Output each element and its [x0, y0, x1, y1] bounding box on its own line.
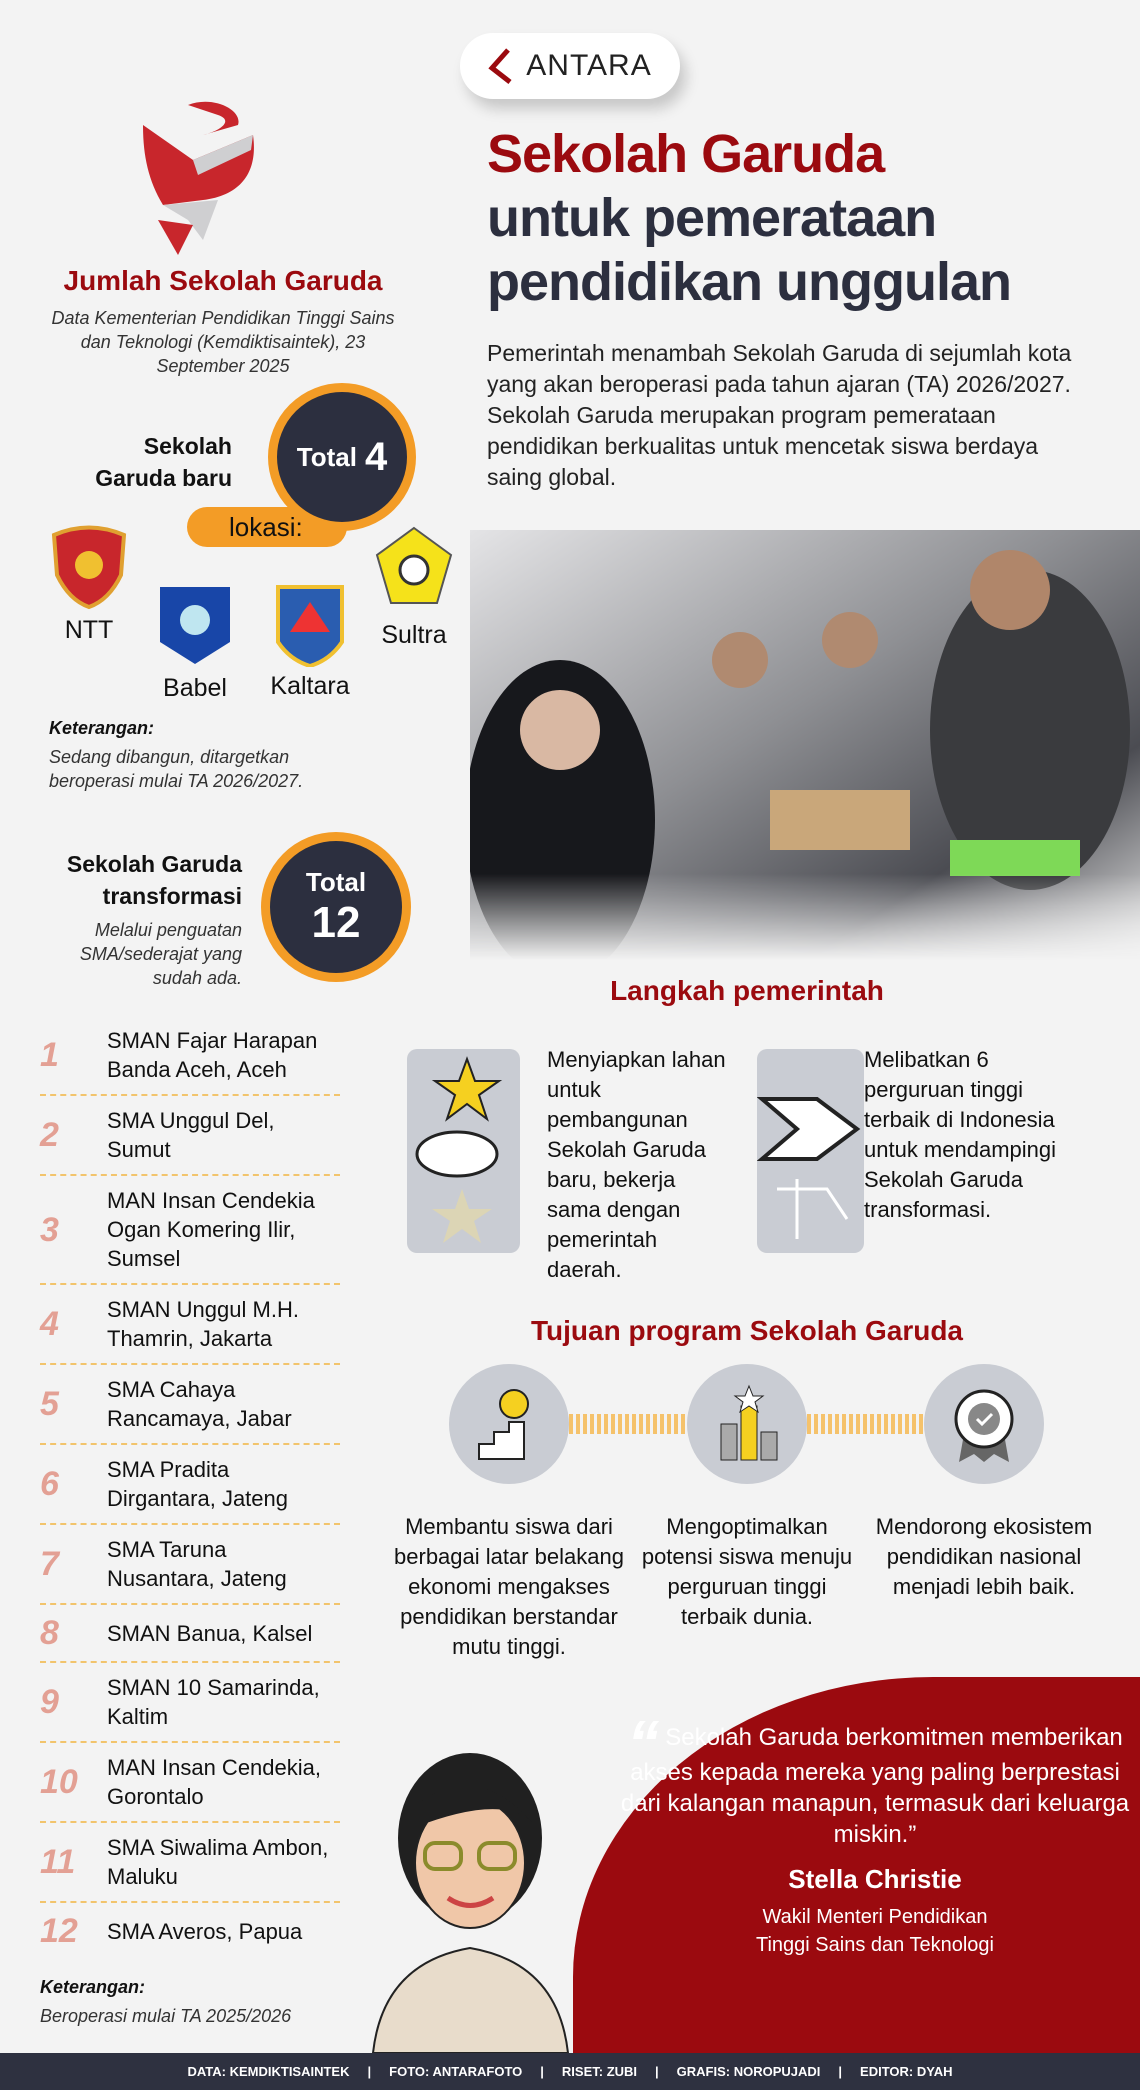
school-name: SMA Pradita Dirgantara, Jateng — [107, 1457, 288, 1511]
school-item — [40, 1285, 340, 1365]
school-name: MAN Insan Cendekia Ogan Komering Ilir, Sumsel — [107, 1188, 315, 1271]
school-item — [40, 1365, 340, 1445]
school-name: SMA Cahaya Rancamaya, Jabar — [107, 1377, 292, 1431]
school-name: SMAN Fajar Harapan Banda Aceh, Aceh — [107, 1028, 318, 1082]
sekolah-garuda-ribbon-logo — [133, 100, 263, 255]
speaker-name: Stella Christie — [788, 1864, 962, 1894]
podium-star-icon — [687, 1364, 807, 1484]
province-label: NTT — [64, 616, 114, 644]
stella-christie-portrait — [353, 1733, 588, 2053]
langkah-heading: Langkah pemerintah — [610, 975, 884, 1006]
school-name: SMA Unggul Del, Sumut — [107, 1108, 275, 1162]
school-item — [40, 1823, 340, 1903]
transformasi-note-block — [40, 1977, 340, 2028]
circuit-arrow-icon — [757, 1049, 864, 1253]
babel-emblem-icon — [155, 582, 235, 667]
antara-logo — [460, 33, 680, 99]
kaltara-emblem-icon — [270, 582, 350, 667]
school-number: 2 — [40, 1116, 59, 1154]
step-text: Melibatkan 6 perguruan tinggi terbaik di Indonesia untuk mendampingi Sekolah Garuda transformasi. — [864, 1047, 1057, 1222]
role-line-1: Wakil Menteri Pendidikan — [762, 1906, 988, 1928]
divider: | — [367, 2064, 372, 2079]
quote-block — [615, 1707, 1135, 1959]
goal-text: Mendorong ekosistem pendidikan nasional menjadi lebih baik. — [875, 1514, 1093, 1599]
goal-text: Membantu siswa dari berbagai latar belakang ekonomi mengakses pendidikan berstandar mutu tinggi. — [394, 1514, 624, 1659]
school-name: SMA Averos, Papua — [107, 1918, 303, 1944]
transformasi-note-heading: Keterangan: — [40, 1977, 146, 1997]
school-number: 8 — [40, 1614, 59, 1652]
lead-paragraph: Pemerintah menambah Sekolah Garuda di sejumlah kota yang akan beroperasi pada tahun ajaran (TA) 2026/2027. Sekolah Garuda merupakan program pemerataan pendidikan berkualitas untuk mencetak siswa berdaya saing global. — [487, 340, 1072, 490]
credits-footer — [0, 2053, 1140, 2090]
antara-logo-icon — [488, 48, 518, 84]
school-name: SMAN Banua, Kalsel — [107, 1620, 313, 1646]
school-number: 12 — [40, 1912, 78, 1950]
title-line-3: pendidikan unggulan — [487, 252, 1011, 312]
school-number: 5 — [40, 1385, 59, 1423]
school-item — [40, 1016, 340, 1096]
lightbulb-stairs-icon — [449, 1364, 569, 1484]
total-value: 4 — [364, 434, 388, 479]
school-item — [40, 1903, 340, 1959]
province-label: Babel — [163, 674, 227, 702]
school-number: 1 — [40, 1036, 59, 1074]
sultra-emblem-icon — [374, 525, 454, 610]
lokasi-label: lokasi: — [229, 511, 303, 542]
data-source: Data Kementerian Pendidikan Tinggi Sains dan Teknologi (Kemdiktisaintek), 23 September 2025 — [51, 308, 395, 376]
quote-text — [615, 1707, 1135, 1850]
step-text: Menyiapkan lahan untuk pembangunan Sekolah Garuda baru, bekerja sama dengan pemerintah daerah. — [547, 1047, 726, 1282]
total-label: Total — [305, 866, 367, 897]
school-name: SMA Taruna Nusantara, Jateng — [107, 1537, 287, 1591]
credit-item: FOTO: ANTARAFOTO — [389, 2064, 523, 2079]
school-name: MAN Insan Cendekia, Gorontalo — [107, 1755, 321, 1809]
divider: | — [655, 2064, 659, 2079]
divider: | — [838, 2064, 843, 2079]
school-list — [40, 1016, 340, 1959]
school-number: 4 — [40, 1305, 59, 1343]
school-list-section — [40, 1016, 340, 2028]
credit-item: RISET: ZUBI — [561, 2064, 638, 2079]
school-number: 11 — [40, 1843, 76, 1881]
total-label: Total — [296, 441, 357, 472]
baru-note: Sedang dibangun, ditargetkan beroperasi mulai TA 2026/2027. — [49, 747, 304, 791]
school-item — [40, 1445, 340, 1525]
speaker-role — [756, 1903, 994, 1959]
school-item — [40, 1176, 340, 1285]
brand-name: ANTARA — [526, 49, 652, 82]
star-location-icon — [407, 1049, 520, 1253]
baru-label: Sekolah Garuda baru — [95, 433, 232, 491]
school-number: 9 — [40, 1683, 59, 1721]
credit-item: DATA: KEMDIKTISAINTEK — [187, 2064, 350, 2079]
total-baru-circle — [268, 383, 416, 531]
school-item — [40, 1743, 340, 1823]
quote-mark-icon: “ — [627, 1707, 660, 1779]
baru-note-heading: Keterangan: — [49, 718, 155, 738]
school-item — [40, 1663, 340, 1743]
tujuan-heading: Tujuan program Sekolah Garuda — [530, 1315, 963, 1346]
quote-body: Sekolah Garuda berkomitmen memberikan akses kepada mereka yang paling berprestasi dari kalangan manapun, termasuk dari keluarga miskin.” — [620, 1724, 1130, 1848]
school-number: 3 — [40, 1210, 59, 1249]
transformasi-label: Sekolah Garuda transformasi — [66, 851, 242, 909]
province-label: Kaltara — [270, 672, 350, 700]
school-name: SMAN 10 Samarinda, Kaltim — [107, 1675, 320, 1729]
province-label: Sultra — [381, 621, 447, 649]
role-line-2: Tinggi Sains dan Teknologi — [756, 1934, 994, 1956]
school-item — [40, 1605, 340, 1663]
total-transformasi-circle — [261, 832, 411, 982]
students-photo — [470, 530, 1140, 960]
jumlah-heading: Jumlah Sekolah Garuda — [63, 265, 383, 296]
title-line-2: untuk pemerataan — [487, 188, 937, 248]
transformasi-note: Beroperasi mulai TA 2025/2026 — [40, 2006, 292, 2026]
school-name: SMAN Unggul M.H. Thamrin, Jakarta — [107, 1297, 299, 1351]
page-title — [487, 122, 1011, 314]
divider: | — [540, 2064, 544, 2079]
goal-text: Mengoptimalkan potensi siswa menuju perguruan tinggi terbaik dunia. — [641, 1514, 853, 1629]
school-number: 10 — [40, 1763, 78, 1801]
credit-item: EDITOR: DYAH — [860, 2064, 953, 2079]
school-number: 7 — [40, 1545, 59, 1583]
ntt-emblem-icon — [49, 525, 129, 610]
title-line-1: Sekolah Garuda — [487, 124, 885, 184]
school-name: SMA Siwalima Ambon, Maluku — [107, 1835, 329, 1889]
school-number: 6 — [40, 1465, 59, 1503]
award-badge-icon — [924, 1364, 1044, 1484]
transformasi-desc: Melalui penguatan SMA/sederajat yang sudah ada. — [79, 920, 242, 988]
school-item — [40, 1096, 340, 1176]
school-item — [40, 1525, 340, 1605]
total-value: 12 — [311, 897, 361, 947]
credit-item: GRAFIS: NOROPUJADI — [676, 2064, 821, 2079]
